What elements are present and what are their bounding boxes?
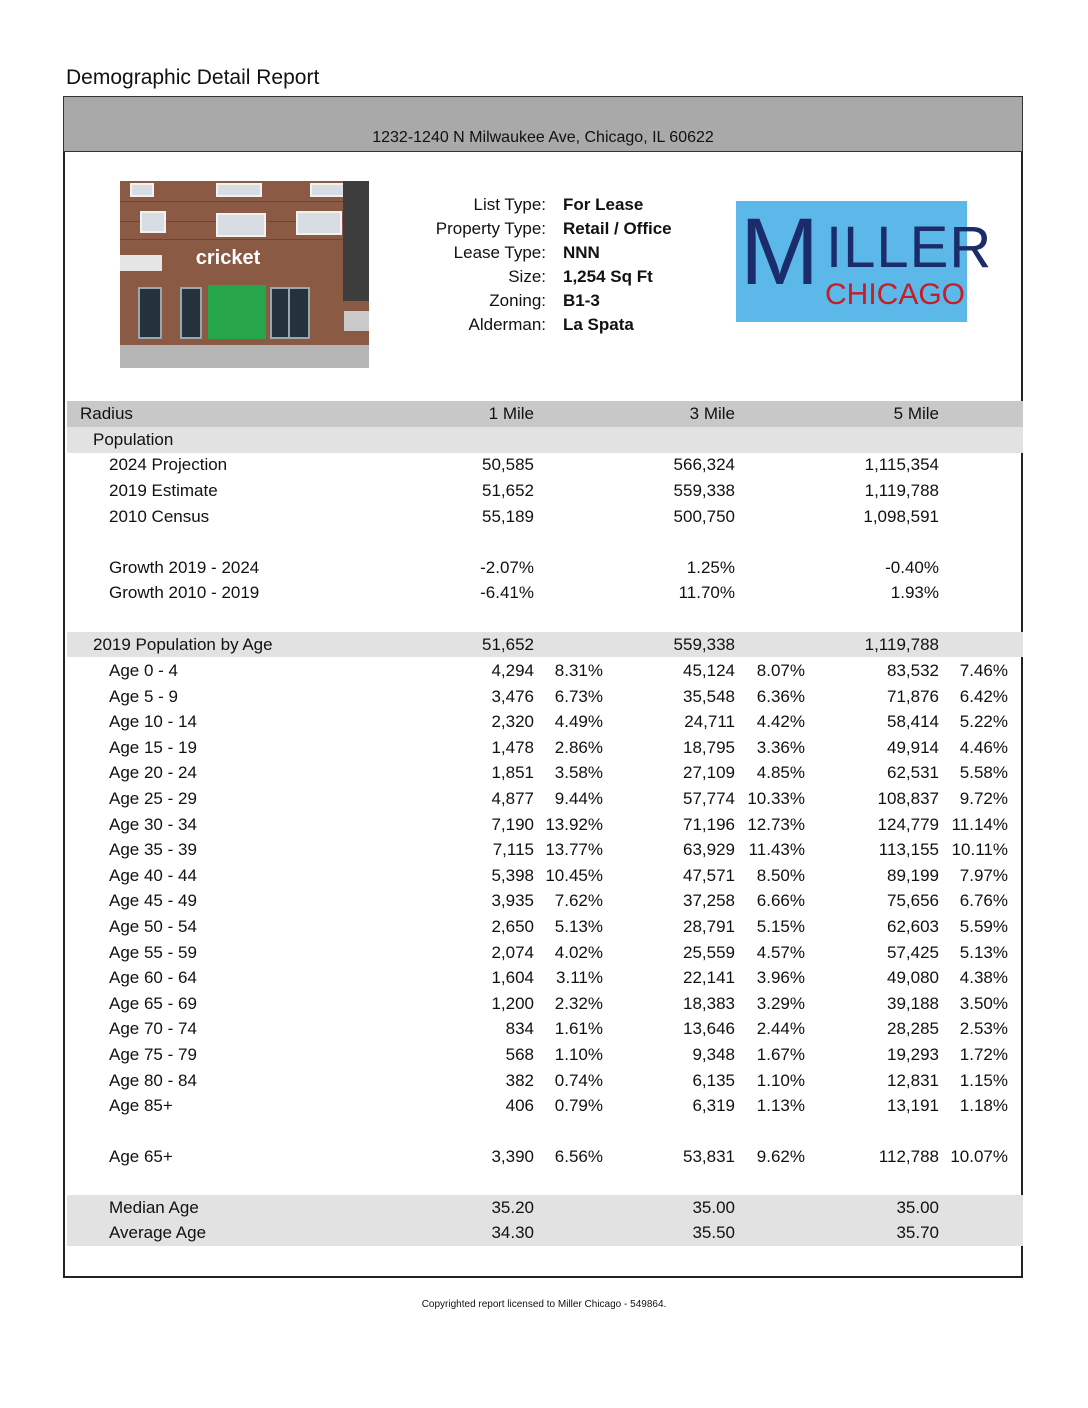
age-row-pct-5-mile: 5.22% [959,712,1008,732]
age-row-count-3-mile: 22,141 [683,968,735,988]
age-row-count-1-mile: 4,877 [491,789,534,808]
age-row-pct-1-mile: 2.86% [554,737,603,757]
population-row-label: 2024 Projection [109,455,228,474]
property-detail-value: 1,254 Sq Ft [563,267,653,286]
property-detail-label: Alderman: [468,315,546,334]
age-row-count-3-mile: 27,109 [683,763,735,783]
age-row-pct-3-mile: 8.50% [756,865,805,885]
growth-row-value: -2.07% [480,558,534,577]
property-photo [120,181,369,368]
age-row-count-3-mile: 25,559 [683,942,735,962]
age-row-pct-3-mile: 3.96% [756,968,805,988]
age-row-pct-5-mile: 10.11% [951,840,1008,860]
age-row-count-1-mile: 834 [505,1019,534,1039]
property-detail-value: Retail / Office [563,219,672,238]
age-65-plus-row-count-3-mile: 53,831 [683,1147,735,1166]
age-row-label: Age 50 - 54 [109,917,197,936]
age-row-label: Age 30 - 34 [109,814,197,834]
median-age-row-value: 35.00 [692,1198,735,1217]
age-row-pct-5-mile: 7.46% [959,661,1008,680]
age-row-count-3-mile: 13,646 [683,1019,735,1039]
age-row-pct-3-mile: 6.36% [756,686,805,706]
age-row-pct-1-mile: 2.32% [554,993,603,1013]
population-row-value: 500,750 [673,507,735,526]
age-row-label: Age 85+ [109,1096,173,1116]
population-row-value: 55,189 [482,507,534,526]
population-row-value: 1,119,788 [864,481,939,500]
logo-chicago: CHICAGO [825,278,966,311]
radius-col-3-mile: 3 Mile [689,404,735,423]
age-row-count-5-mile: 49,914 [887,737,939,757]
age-row-label: Age 20 - 24 [109,763,197,783]
age-65-plus-row-pct-5-mile: 10.07% [950,1147,1008,1166]
age-row-count-5-mile: 58,414 [887,712,939,732]
age-row-count-1-mile: 1,851 [491,763,534,783]
average-age-row-value: 34.30 [491,1223,534,1242]
age-65-plus-row-pct-3-mile: 9.62% [756,1147,805,1166]
age-row-count-5-mile: 75,656 [887,891,939,911]
age-row-count-1-mile: 7,190 [491,814,534,834]
age-row-pct-3-mile: 4.57% [756,942,805,962]
age-row-pct-1-mile: 7.62% [554,891,603,911]
age-row-count-3-mile: 45,124 [683,661,735,680]
age-row-pct-3-mile: 3.29% [756,993,805,1013]
property-detail-value: NNN [563,243,600,262]
age-row-count-1-mile: 2,650 [491,917,534,936]
logo-iller: ILLER [826,215,993,280]
copyright-footer: Copyrighted report licensed to Miller Chicago - 549864. [421,1299,667,1310]
age-row-pct-5-mile: 4.38% [959,968,1008,988]
age-row-count-3-mile: 57,774 [683,789,735,808]
population-row-label: 2019 Estimate [109,481,218,500]
age-row-label: Age 25 - 29 [109,789,197,808]
age-row-pct-1-mile: 4.49% [554,712,603,732]
growth-row-value: 1.93% [890,583,939,602]
age-row-pct-5-mile: 1.18% [959,1096,1008,1116]
age-row-count-1-mile: 1,200 [491,993,534,1013]
growth-row-value: -6.41% [480,583,534,602]
age-row-label: Age 80 - 84 [109,1070,197,1090]
age-65-plus-row-count-5-mile: 112,788 [878,1147,939,1166]
age-row-count-3-mile: 37,258 [683,891,735,911]
age-row-count-5-mile: 49,080 [887,968,939,988]
age-row-pct-5-mile: 4.46% [959,737,1008,757]
age-row-pct-3-mile: 8.07% [756,661,805,680]
age-row-pct-1-mile: 10.45% [545,865,603,885]
age-row-count-5-mile: 62,531 [887,763,939,783]
age-row-count-5-mile: 28,285 [887,1019,939,1039]
age-row-pct-3-mile: 6.66% [756,891,805,911]
age-row-pct-3-mile: 1.10% [756,1070,805,1090]
age-row-pct-1-mile: 3.58% [554,763,603,783]
age-row-count-5-mile: 89,199 [887,865,939,885]
age-row-pct-5-mile: 5.58% [959,763,1008,783]
age-section-header-value: 559,338 [673,635,735,654]
age-row-pct-1-mile: 1.10% [554,1045,603,1064]
age-row-count-3-mile: 35,548 [683,686,735,706]
age-row-count-3-mile: 63,929 [683,840,735,860]
age-row-count-3-mile: 71,196 [683,814,735,834]
age-row-pct-3-mile: 1.13% [756,1096,805,1116]
population-row-value: 51,652 [482,481,534,500]
age-65-plus-row-pct-1-mile: 6.56% [554,1147,603,1166]
population-section-band [67,427,1023,453]
age-row-label: Age 65 - 69 [109,993,197,1013]
radius-label: Radius [80,404,133,423]
age-row-pct-1-mile: 3.11% [556,968,603,988]
age-row-pct-3-mile: 1.67% [756,1045,805,1064]
population-row-value: 559,338 [673,481,735,500]
age-row-pct-1-mile: 8.31% [554,661,603,680]
age-row-count-3-mile: 28,791 [683,917,735,936]
miller-chicago-logo [736,199,993,322]
storefront-sign: cricket [195,247,261,269]
population-row-value: 566,324 [673,455,735,474]
property-detail-label: Property Type: [435,219,546,238]
age-row-pct-5-mile: 1.15% [959,1070,1008,1090]
age-row-count-5-mile: 13,191 [887,1096,939,1116]
age-65-plus-row-count-1-mile: 3,390 [491,1147,534,1166]
age-row-pct-5-mile: 6.76% [959,891,1008,911]
property-detail-label: Lease Type: [453,243,546,262]
age-row-pct-3-mile: 5.15% [756,917,805,936]
population-section-label: Population [93,430,174,449]
age-row-pct-5-mile: 2.53% [959,1019,1008,1039]
age-row-pct-5-mile: 11.14% [951,814,1008,834]
age-row-pct-1-mile: 5.13% [554,917,603,936]
age-row-count-3-mile: 6,319 [692,1096,735,1116]
age-row-count-5-mile: 113,155 [878,840,939,860]
age-row-count-5-mile: 124,779 [877,814,939,834]
age-row-count-3-mile: 18,383 [683,993,735,1013]
age-row-count-1-mile: 7,115 [492,840,534,860]
address-bar [63,96,1023,152]
growth-row-value: 11.70% [678,583,735,602]
age-row-pct-1-mile: 13.77% [545,840,603,860]
population-row-value: 1,098,591 [863,507,939,526]
average-age-row-value: 35.50 [692,1223,735,1242]
age-row-pct-5-mile: 1.72% [959,1045,1008,1064]
radius-col-1-mile: 1 Mile [488,404,534,423]
age-row-count-1-mile: 382 [505,1070,534,1090]
age-row-pct-3-mile: 4.85% [756,763,805,783]
age-row-count-1-mile: 568 [505,1045,534,1064]
age-row-count-1-mile: 3,935 [491,891,534,911]
growth-row-value: 1.25% [686,558,735,577]
age-row-pct-3-mile: 2.44% [756,1019,805,1039]
age-row-pct-5-mile: 5.13% [959,942,1008,962]
age-row-count-5-mile: 19,293 [887,1045,939,1064]
age-row-count-1-mile: 5,398 [491,865,534,885]
average-age-row-label: Average Age [109,1223,207,1242]
age-row-label: Age 45 - 49 [109,891,197,911]
age-row-count-1-mile: 1,604 [491,968,534,988]
age-row-label: Age 75 - 79 [109,1045,197,1064]
average-age-row-value: 35.70 [896,1223,939,1242]
age-row-pct-3-mile: 4.42% [756,712,805,732]
age-row-pct-1-mile: 9.44% [554,789,603,808]
population-row-value: 50,585 [482,455,534,474]
age-section-header-value: 1,119,788 [864,635,939,654]
age-65-plus-row-label: Age 65+ [109,1147,173,1166]
age-row-pct-5-mile: 3.50% [959,993,1008,1013]
age-section-header-value: 51,652 [482,635,534,654]
age-row-pct-5-mile: 7.97% [959,865,1008,885]
property-detail-label: Zoning: [489,291,546,310]
age-section-header-label: 2019 Population by Age [93,635,273,654]
property-detail-value: La Spata [563,315,634,334]
median-age-row-value: 35.00 [896,1198,939,1217]
population-row-value: 1,115,354 [864,455,939,474]
age-row-pct-1-mile: 4.02% [554,942,603,962]
age-row-label: Age 15 - 19 [109,737,197,757]
age-row-pct-3-mile: 11.43% [748,840,805,860]
age-row-count-1-mile: 4,294 [491,661,534,680]
age-row-label: Age 70 - 74 [109,1019,197,1039]
age-row-count-5-mile: 83,532 [887,661,939,680]
age-row-label: Age 10 - 14 [109,712,197,732]
age-row-count-5-mile: 12,831 [887,1070,939,1090]
age-row-count-5-mile: 108,837 [877,789,939,808]
age-row-pct-5-mile: 6.42% [959,686,1008,706]
property-address: 1232-1240 N Milwaukee Ave, Chicago, IL 60622 [372,129,714,146]
population-row-label: 2010 Census [109,507,210,526]
age-row-count-5-mile: 39,188 [887,993,939,1013]
age-row-count-1-mile: 1,478 [491,737,534,757]
age-row-pct-5-mile: 9.72% [959,789,1008,808]
report-title: Demographic Detail Report [66,66,320,89]
property-detail-value: For Lease [563,195,644,214]
property-detail-label: List Type: [473,195,546,214]
age-row-count-1-mile: 3,476 [491,686,534,706]
age-row-label: Age 40 - 44 [109,865,197,885]
age-row-pct-3-mile: 12.73% [747,814,805,834]
age-row-count-1-mile: 2,320 [491,712,534,732]
age-row-count-5-mile: 71,876 [887,686,939,706]
median-age-row-value: 35.20 [491,1198,534,1217]
age-row-pct-1-mile: 13.92% [545,814,603,834]
age-row-count-3-mile: 18,795 [683,737,735,757]
property-detail-label: Size: [508,267,546,286]
growth-row-value: -0.40% [885,558,939,577]
age-row-count-1-mile: 2,074 [491,942,534,962]
age-row-label: Age 55 - 59 [109,942,197,962]
age-row-pct-1-mile: 1.61% [554,1019,603,1039]
age-row-count-3-mile: 6,135 [692,1070,735,1090]
growth-row-label: Growth 2019 - 2024 [109,558,260,577]
age-row-pct-3-mile: 3.36% [756,737,805,757]
logo-m: M [740,199,818,305]
age-row-label: Age 0 - 4 [109,661,178,680]
growth-row-label: Growth 2010 - 2019 [109,583,260,602]
age-row-label: Age 35 - 39 [109,840,197,860]
age-row-label: Age 60 - 64 [109,968,197,988]
median-age-row-label: Median Age [109,1198,199,1217]
age-row-pct-5-mile: 5.59% [959,917,1008,936]
age-row-pct-1-mile: 0.74% [554,1070,603,1090]
age-row-count-5-mile: 57,425 [887,942,939,962]
age-row-pct-1-mile: 6.73% [554,686,603,706]
age-row-count-3-mile: 47,571 [683,865,735,885]
age-row-count-3-mile: 24,711 [684,712,735,732]
age-row-pct-1-mile: 0.79% [554,1096,603,1116]
radius-col-5-mile: 5 Mile [893,404,939,423]
age-row-count-3-mile: 9,348 [692,1045,735,1064]
age-row-label: Age 5 - 9 [109,686,178,706]
property-detail-value: B1-3 [563,291,600,310]
age-row-count-5-mile: 62,603 [887,917,939,936]
age-row-pct-3-mile: 10.33% [747,789,805,808]
age-row-count-1-mile: 406 [505,1096,534,1116]
